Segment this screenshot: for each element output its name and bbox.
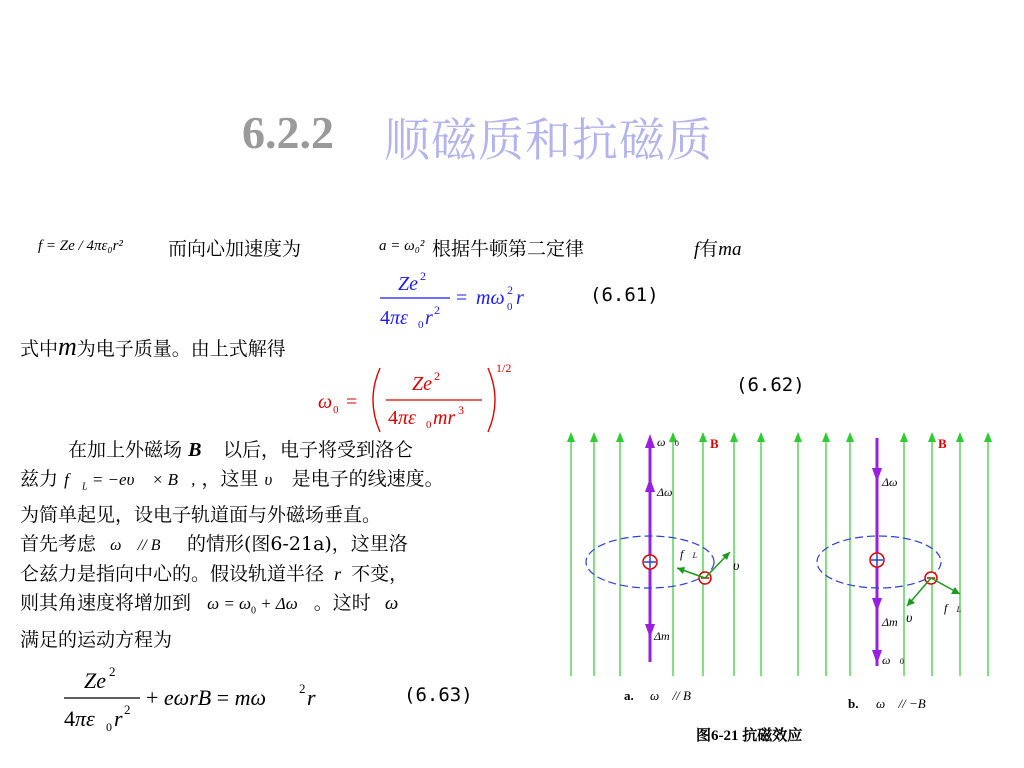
section-title: 顺磁质和抗磁质 bbox=[384, 113, 713, 167]
svg-text:Ze: Ze bbox=[84, 668, 106, 693]
nucleus-b bbox=[870, 553, 884, 567]
svg-text:0: 0 bbox=[106, 720, 112, 734]
svg-text:2: 2 bbox=[124, 702, 131, 717]
b-label-a: B bbox=[710, 436, 719, 451]
svg-text:0: 0 bbox=[333, 404, 339, 416]
svg-text:r: r bbox=[425, 307, 433, 329]
text-centripetal: 而向心加速度为 bbox=[168, 238, 302, 260]
svg-text:f⃗L: f⃗L bbox=[680, 547, 698, 561]
equation-6-63 bbox=[58, 662, 328, 742]
svg-text:4πε: 4πε bbox=[380, 307, 408, 329]
svg-text:ω⃗ // −B⃗: ω⃗ // −B⃗ bbox=[876, 696, 936, 711]
equation-6-62 bbox=[316, 360, 516, 440]
figure-caption: 图6-21 抗磁效应 bbox=[696, 728, 803, 744]
svg-text:r: r bbox=[307, 685, 316, 710]
svg-text:4πε: 4πε bbox=[388, 407, 416, 429]
svg-text:Δω⃗: Δω⃗ bbox=[882, 475, 907, 489]
svg-text:Ze: Ze bbox=[412, 373, 432, 395]
svg-text:r: r bbox=[114, 706, 123, 731]
svg-text:0: 0 bbox=[507, 301, 513, 313]
text-where: 式中m为电子质量。由上式解得 bbox=[20, 332, 286, 361]
axis-a bbox=[645, 434, 655, 662]
svg-text:4πε: 4πε bbox=[64, 706, 95, 731]
svg-text:1/2: 1/2 bbox=[496, 361, 512, 375]
text-newton: 根据牛顿第二定律 bbox=[432, 238, 585, 260]
panel-label-a: a. bbox=[624, 688, 634, 703]
svg-text:Δm⃗: Δm⃗ bbox=[882, 615, 908, 629]
equation-number-6-62: (6.62) bbox=[736, 374, 805, 396]
equation-number-6-63: (6.63) bbox=[404, 684, 473, 706]
newton-relation: f有ma bbox=[694, 238, 742, 260]
accel-expression: a = ω₀² bbox=[379, 238, 425, 254]
svg-text:2: 2 bbox=[299, 681, 306, 696]
svg-text:υ⃗: υ⃗ bbox=[733, 559, 751, 574]
field-lines-b bbox=[798, 434, 988, 676]
svg-text:Δm⃗: Δm⃗ bbox=[654, 629, 680, 643]
svg-text:3: 3 bbox=[458, 403, 464, 417]
section-number: 6.2.2 bbox=[242, 107, 334, 158]
force-expression: f = Ze / 4πε₀r² bbox=[38, 238, 123, 254]
svg-text:ω⃗0: ω⃗0 bbox=[882, 653, 904, 667]
svg-text:2: 2 bbox=[434, 369, 440, 383]
svg-text:0: 0 bbox=[418, 319, 424, 331]
svg-text:r: r bbox=[516, 287, 524, 309]
svg-text:mω: mω bbox=[476, 287, 505, 309]
svg-text:2: 2 bbox=[507, 283, 513, 297]
svg-text:2: 2 bbox=[109, 664, 116, 679]
svg-text:ω⃗ // B⃗: ω⃗ // B⃗ bbox=[650, 688, 702, 703]
svg-text:υ⃗: υ⃗ bbox=[906, 611, 924, 626]
svg-text:=: = bbox=[346, 391, 358, 413]
b-label-b: B bbox=[938, 436, 947, 451]
nucleus-a bbox=[643, 555, 657, 569]
paragraph-lorentz: 在加上外磁场 B⃗ 以后，电子将受到洛仑 兹力 $f⃗_L$ = −eυ⃗ × B⃗, ，这里 υ⃗ 是电子的线速度。 为简单起见，设电子轨道面与外磁场垂直。 首先考虑 ω⃗ // B⃗ 的情形(图6-21a)，这里洛 仑兹力是指向中心的。假设轨道半径 r 不变， 则其角速度将增加到 $\omega = \omega_0 + \Delta\omega$ 。这时 ω 满足的运动方程为 bbox=[20, 439, 444, 651]
figure-diamagnetic-effect bbox=[540, 428, 1024, 748]
svg-text:f⃗L: f⃗L bbox=[944, 601, 962, 615]
svg-text:=: = bbox=[456, 287, 468, 309]
svg-text:mr: mr bbox=[433, 407, 456, 429]
svg-text:0: 0 bbox=[426, 419, 432, 431]
svg-text:2: 2 bbox=[420, 269, 426, 283]
axis-b bbox=[872, 438, 882, 666]
svg-text:Ze: Ze bbox=[398, 273, 418, 295]
svg-text:Δω⃗: Δω⃗ bbox=[657, 485, 682, 499]
equation-6-61 bbox=[372, 268, 552, 334]
svg-text:ω⃗0: ω⃗0 bbox=[657, 435, 679, 449]
svg-text:ω: ω bbox=[318, 391, 333, 413]
svg-text:2: 2 bbox=[434, 303, 440, 317]
equation-number-6-61: (6.61) bbox=[590, 284, 659, 306]
panel-label-b: b. bbox=[848, 696, 859, 711]
svg-text:+ eωrB = mω: + eωrB = mω bbox=[146, 685, 267, 710]
